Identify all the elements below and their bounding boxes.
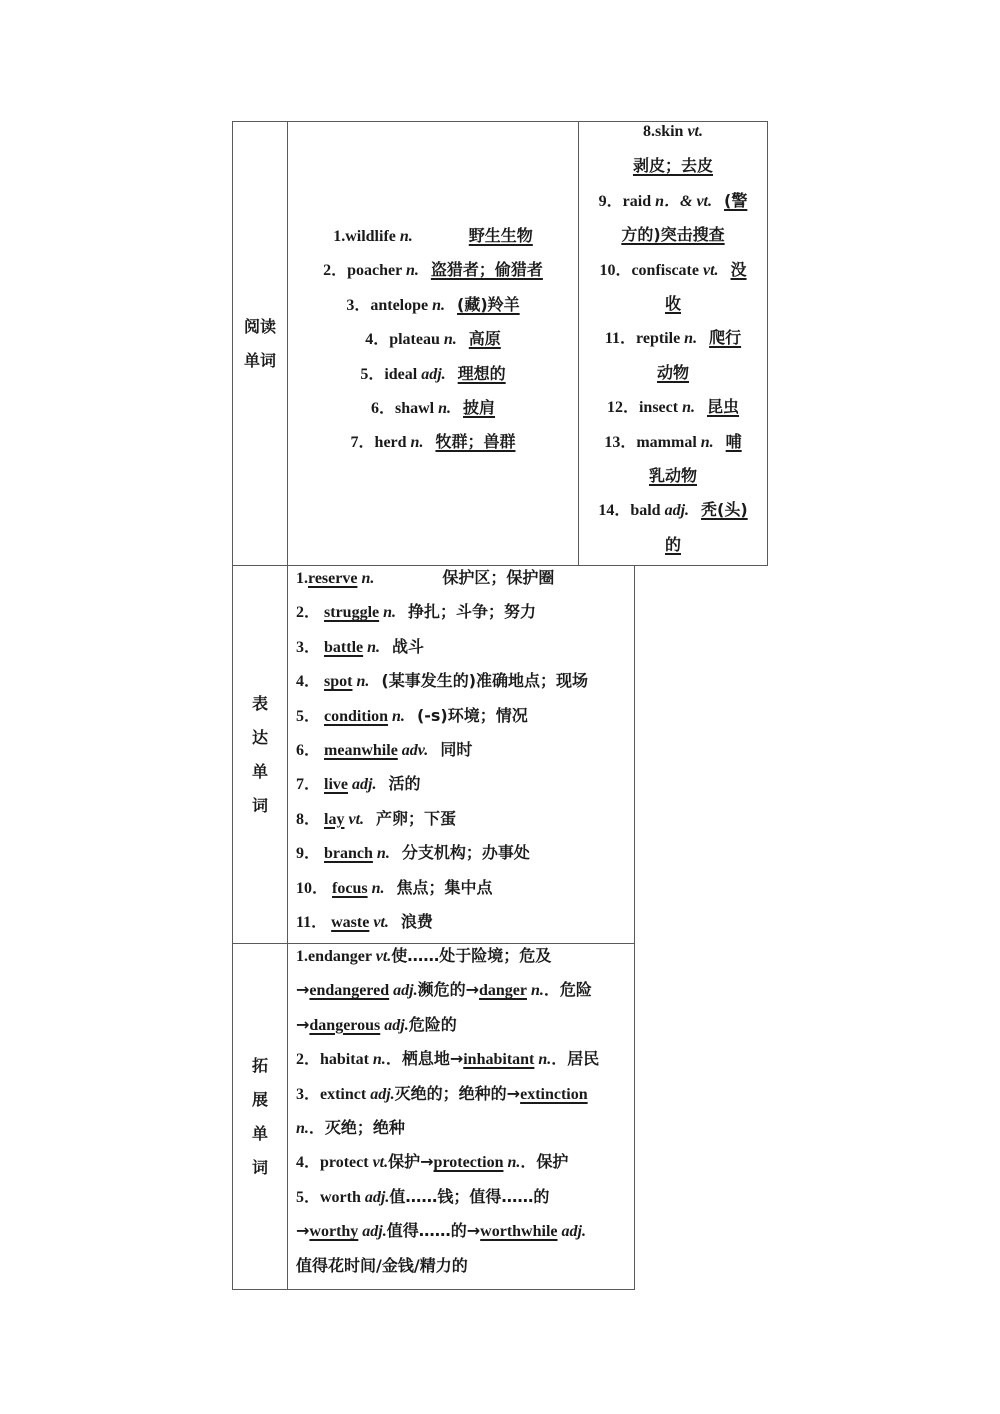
line-text: 2．habitat bbox=[296, 1051, 373, 1069]
item-meaning-line bbox=[580, 294, 766, 315]
item-meaning: 哺 bbox=[725, 431, 742, 451]
vocab-item bbox=[290, 398, 576, 419]
line-text: 值……钱；值得……的 bbox=[389, 1186, 550, 1206]
vocab-item bbox=[296, 912, 433, 933]
item-word: waste bbox=[331, 914, 370, 931]
vocab-item bbox=[580, 328, 766, 349]
item-number: 14． bbox=[598, 502, 631, 520]
label-char: 词 bbox=[251, 795, 268, 815]
item-pos: n. bbox=[405, 262, 419, 280]
answer-word: inhabitant bbox=[463, 1051, 535, 1069]
vocab-item bbox=[290, 260, 576, 281]
item-number: 1. bbox=[296, 570, 308, 587]
vocab-item bbox=[290, 432, 576, 453]
label-char: 词 bbox=[251, 1157, 268, 1177]
item-number: 2． bbox=[296, 604, 325, 622]
derivation-line bbox=[296, 1256, 468, 1277]
item-word: insect bbox=[638, 399, 683, 417]
item-meaning: 没 bbox=[730, 259, 747, 279]
arrow-icon: → bbox=[296, 1014, 310, 1034]
item-number: 13． bbox=[604, 433, 637, 451]
vocab-item bbox=[296, 809, 456, 830]
item-word: focus bbox=[332, 879, 368, 897]
answer-word: dangerous bbox=[309, 1016, 381, 1034]
item-pos: vt. bbox=[702, 261, 719, 279]
section-label-reading bbox=[232, 121, 288, 566]
answer-word: worthwhile bbox=[480, 1223, 558, 1241]
line-text: ．保护 bbox=[520, 1152, 569, 1172]
item-pos: n. bbox=[438, 400, 452, 417]
item-meaning: 乳动物 bbox=[648, 466, 697, 485]
label-char: 达 bbox=[251, 727, 268, 747]
item-pos: n. bbox=[534, 1051, 552, 1069]
item-pos: vt. bbox=[373, 914, 389, 931]
vocab-item bbox=[290, 364, 576, 385]
derivation-line bbox=[296, 1221, 586, 1242]
item-word: confiscate bbox=[631, 261, 703, 279]
item-word: reptile bbox=[636, 330, 685, 348]
item-meaning: 浪费 bbox=[400, 912, 433, 931]
vocab-item bbox=[580, 432, 766, 453]
derivation-line bbox=[296, 1049, 599, 1070]
item-word: spot bbox=[324, 673, 353, 691]
item-pos: n. bbox=[356, 673, 370, 691]
item-number: 11． bbox=[296, 914, 332, 931]
item-pos: n. bbox=[383, 604, 397, 622]
item-meaning: 挣扎；斗争；努力 bbox=[408, 602, 537, 622]
item-meaning: 焦点；集中点 bbox=[396, 877, 493, 897]
label-line: 单词 bbox=[243, 350, 276, 370]
item-number: 4． bbox=[365, 331, 390, 349]
item-pos: vt. bbox=[687, 123, 703, 140]
item-word: antelope bbox=[370, 296, 433, 314]
item-pos: vt. bbox=[375, 948, 392, 965]
item-word: plateau bbox=[389, 331, 444, 349]
item-meaning: 活的 bbox=[388, 774, 421, 794]
item-word: battle bbox=[324, 638, 364, 656]
line-text: ．栖息地→ bbox=[385, 1049, 464, 1069]
item-number: 12． bbox=[606, 399, 639, 417]
item-word: shawl bbox=[394, 400, 439, 417]
item-word: lay bbox=[324, 810, 345, 828]
item-pos: n．& vt. bbox=[655, 192, 713, 210]
item-number: 2． bbox=[323, 262, 348, 280]
item-meaning: 剥皮；去皮 bbox=[632, 156, 713, 176]
item-meaning: (某事发生的)准确地点；现场 bbox=[381, 671, 589, 691]
item-pos: adj. bbox=[380, 1016, 409, 1034]
vocab-item bbox=[296, 774, 420, 795]
vocab-item bbox=[580, 191, 766, 212]
vocab-item bbox=[580, 397, 766, 418]
item-pos: adj. bbox=[557, 1223, 586, 1241]
vocab-item bbox=[296, 671, 588, 692]
answer-word: endangered bbox=[309, 982, 390, 1000]
item-number: 6． bbox=[296, 742, 325, 759]
item-pos: adj. bbox=[421, 365, 446, 383]
item-word: herd bbox=[374, 434, 411, 452]
vocab-item bbox=[290, 295, 576, 316]
arrow-icon: → bbox=[296, 1221, 310, 1241]
item-pos: adj. bbox=[352, 776, 377, 794]
answer-word: danger bbox=[479, 982, 527, 1000]
item-pos: adj. bbox=[364, 1188, 390, 1206]
item-meaning: (藏)羚羊 bbox=[457, 294, 520, 314]
vocab-item bbox=[296, 706, 528, 727]
item-number: 9． bbox=[296, 845, 325, 863]
label-char: 单 bbox=[251, 1123, 268, 1143]
vocab-item bbox=[296, 568, 554, 589]
vocab-item bbox=[296, 843, 530, 864]
item-pos: adj. bbox=[358, 1223, 387, 1241]
item-meaning: 披肩 bbox=[463, 398, 496, 417]
item-word: skin bbox=[654, 123, 688, 140]
vocab-item bbox=[580, 122, 766, 142]
item-meaning-line bbox=[580, 156, 766, 177]
item-pos: n. bbox=[410, 434, 424, 452]
section-label-expression bbox=[232, 565, 288, 944]
derivation-line bbox=[296, 1152, 568, 1173]
line-text: ．危险 bbox=[543, 980, 592, 1000]
line-text: 灭绝的；绝种的→ bbox=[394, 1083, 521, 1103]
item-pos: n. bbox=[682, 399, 695, 417]
item-pos: n. bbox=[372, 1051, 386, 1069]
item-pos: n. bbox=[503, 1154, 521, 1172]
item-number: 5． bbox=[296, 707, 325, 725]
item-pos: n. bbox=[432, 296, 446, 314]
item-word: live bbox=[324, 776, 349, 794]
line-text: 使……处于险境；危及 bbox=[391, 946, 552, 965]
item-pos: n. bbox=[684, 330, 698, 348]
answer-word: extinction bbox=[520, 1085, 588, 1103]
label-line: 阅读 bbox=[243, 316, 276, 336]
line-text: 濒危的→ bbox=[417, 980, 479, 1000]
item-pos: vt. bbox=[348, 810, 365, 828]
label-char: 单 bbox=[251, 761, 268, 781]
vocab-item bbox=[290, 226, 576, 247]
item-meaning: 动物 bbox=[656, 362, 689, 382]
item-number: 11． bbox=[604, 330, 637, 348]
item-pos: n. bbox=[399, 228, 413, 245]
line-text: 1.endanger bbox=[296, 948, 376, 965]
line-text: ．灭绝；绝种 bbox=[308, 1118, 405, 1137]
item-meaning: 昆虫 bbox=[707, 397, 740, 417]
item-number: 8． bbox=[296, 810, 325, 828]
item-pos: vt. bbox=[372, 1154, 389, 1172]
item-word: mammal bbox=[636, 433, 701, 451]
line-text: 值得花时间/金钱/精力的 bbox=[296, 1255, 468, 1275]
item-pos: n. bbox=[392, 707, 405, 725]
vocab-item bbox=[296, 878, 493, 899]
section-label-extension bbox=[232, 943, 288, 1290]
item-meaning: 盗猎者；偷猎者 bbox=[430, 260, 543, 280]
item-number: 5． bbox=[360, 365, 385, 383]
answer-word: protection bbox=[433, 1154, 504, 1172]
derivation-line bbox=[296, 1118, 405, 1139]
item-pos: adj. bbox=[370, 1085, 395, 1103]
item-meaning: 方的)突击搜查 bbox=[621, 225, 725, 245]
item-word: bald bbox=[630, 502, 665, 520]
line-text: 危险的 bbox=[408, 1014, 457, 1034]
vocab-item bbox=[296, 602, 536, 623]
label-char: 拓 bbox=[251, 1055, 268, 1075]
label-char: 表 bbox=[251, 693, 268, 713]
item-meaning: 野生生物 bbox=[468, 226, 533, 245]
vocab-item bbox=[290, 329, 576, 350]
item-number: 1. bbox=[333, 228, 346, 245]
item-word: struggle bbox=[324, 604, 380, 622]
line-text: 保护→ bbox=[388, 1152, 434, 1172]
item-pos: n. bbox=[367, 638, 381, 656]
item-meaning: (警 bbox=[724, 190, 748, 210]
item-meaning: 同时 bbox=[440, 740, 473, 759]
item-meaning: 产卵；下蛋 bbox=[376, 808, 457, 828]
derivation-line bbox=[296, 980, 592, 1001]
line-text: 3．extinct bbox=[296, 1085, 371, 1103]
line-text: ．居民 bbox=[551, 1049, 600, 1069]
vocab-item bbox=[296, 740, 472, 761]
item-meaning-line bbox=[580, 535, 766, 556]
item-pos: adj. bbox=[664, 502, 690, 520]
line-text: 5．worth bbox=[296, 1188, 365, 1206]
item-word: condition bbox=[324, 707, 389, 725]
item-meaning-line bbox=[580, 363, 766, 384]
item-meaning: 分支机构；办事处 bbox=[401, 843, 530, 863]
item-number: 10． bbox=[599, 261, 632, 279]
label-char: 展 bbox=[251, 1089, 268, 1109]
item-pos: n. bbox=[361, 570, 375, 587]
item-meaning: 保护区；保护圈 bbox=[442, 568, 555, 587]
item-meaning-line bbox=[580, 225, 766, 246]
item-pos: n. bbox=[296, 1120, 309, 1137]
item-number: 7． bbox=[296, 776, 325, 794]
derivation-line bbox=[296, 1084, 588, 1105]
arrow-icon: → bbox=[296, 980, 310, 1000]
item-number: 4． bbox=[296, 673, 325, 691]
item-meaning: 的 bbox=[664, 534, 681, 554]
item-word: wildlife bbox=[345, 228, 400, 245]
answer-word: worthy bbox=[309, 1223, 359, 1241]
item-number: 7． bbox=[350, 434, 375, 452]
item-meaning: 高原 bbox=[468, 329, 501, 349]
item-word: reserve bbox=[308, 570, 358, 587]
line-text: 4．protect bbox=[296, 1154, 373, 1172]
derivation-line bbox=[296, 946, 551, 967]
vocab-item bbox=[580, 500, 766, 521]
item-meaning: 爬行 bbox=[709, 328, 742, 348]
item-meaning: 理想的 bbox=[457, 363, 506, 383]
item-meaning: 秃(头) bbox=[701, 500, 748, 520]
item-word: poacher bbox=[347, 262, 406, 280]
item-pos: n. bbox=[443, 331, 457, 349]
item-pos: n. bbox=[700, 433, 714, 451]
line-text: 值得……的→ bbox=[386, 1221, 481, 1241]
item-word: ideal bbox=[384, 365, 422, 383]
item-number: 6． bbox=[370, 400, 395, 417]
item-pos: n. bbox=[371, 879, 385, 897]
item-meaning: 战斗 bbox=[392, 636, 425, 656]
item-meaning: 牧群；兽群 bbox=[435, 432, 516, 452]
derivation-line bbox=[296, 1187, 549, 1208]
item-number: 10． bbox=[296, 879, 333, 897]
vocab-item bbox=[580, 260, 766, 281]
item-meaning-line bbox=[580, 466, 766, 487]
item-word: meanwhile bbox=[324, 742, 398, 759]
item-pos: adv. bbox=[401, 742, 429, 759]
item-pos: n. bbox=[376, 845, 390, 863]
item-pos: n. bbox=[527, 982, 544, 1000]
item-number: 3． bbox=[346, 296, 371, 314]
item-number: 3． bbox=[296, 638, 325, 656]
item-word: raid bbox=[622, 192, 656, 210]
item-meaning: (-s)环境；情况 bbox=[416, 705, 528, 725]
vocab-item bbox=[296, 637, 424, 658]
item-number: 9． bbox=[598, 192, 623, 210]
item-number: 8. bbox=[642, 123, 655, 140]
item-word: branch bbox=[324, 845, 373, 863]
derivation-line bbox=[296, 1015, 457, 1036]
item-pos: adj. bbox=[389, 982, 418, 1000]
item-meaning: 收 bbox=[664, 294, 681, 313]
